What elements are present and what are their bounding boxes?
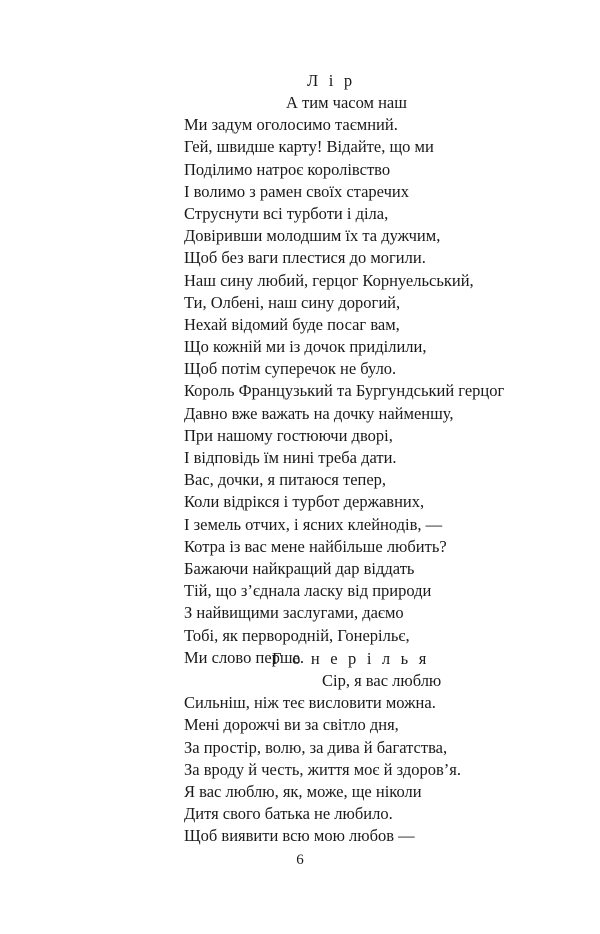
verse-line: Довіривши молодшим їх та дужчим, [184, 226, 441, 246]
verse-line: І відповідь їм нині треба дати. [184, 448, 397, 467]
verse-line: Тобі, як первородній, Гонерільє, [184, 625, 410, 645]
verse-line: Король Французький та Бургундський герцог [184, 381, 505, 401]
verse-line: Сильніш, ніж теє висловити можна. [184, 693, 436, 713]
verse-line: Вас, дочки, я питаюся тепер, [184, 470, 387, 490]
verse-line: Щоб потім суперечок не було. [184, 359, 397, 379]
verse-line: Мені дорожчі ви за світло дня, [184, 715, 399, 735]
page-number: 6 [296, 852, 304, 868]
verse-line: Щоб виявити всю мою любов — [184, 826, 415, 846]
verse-line: Сір, я вас люблю [322, 671, 442, 690]
verse-line: Тій, що з’єднала ласку від природи [184, 581, 432, 601]
verse-line: Гей, швидше карту! Відайте, що ми [184, 137, 434, 157]
verse-line: Я вас люблю, як, може, ще ніколи [184, 781, 422, 801]
speaker-name-lear: Л і р [307, 71, 356, 90]
verse-line: Коли відрікся і турбот державних, [184, 492, 425, 512]
verse-line: Поділимо натроє королівство [184, 159, 391, 179]
verse-line: Ти, Олбені, наш сину дорогий, [184, 292, 401, 312]
verse-line: За простір, волю, за дива й багатства, [184, 737, 448, 757]
verse-block-lear [184, 92, 504, 669]
speaker-name-goneril: Г о н е р і л ь я [272, 649, 430, 668]
verse-line: Що кожній ми із дочок приділили, [184, 337, 427, 357]
verse-line: Бажаючи найкращий дар віддать [184, 558, 415, 578]
verse-line: Давно вже важать на дочку найменшу, [184, 403, 454, 423]
verse-line: Щоб без ваги плестися до могили. [184, 248, 426, 268]
verse-block-goneril [184, 670, 461, 848]
verse-line: Котра із вас мене найбільше любить? [184, 536, 447, 556]
verse-line: Дитя свого батька не любило. [184, 804, 393, 824]
verse-line: Ми задум оголосимо таємний. [184, 115, 398, 135]
verse-line: І земель отчих, і ясних клейнодів, — [184, 514, 443, 534]
verse-line: За вроду й честь, життя моє й здоров’я. [184, 759, 461, 779]
verse-line: Наш сину любий, герцог Корнуельський, [184, 270, 474, 290]
verse-line: А тим часом наш [286, 93, 407, 112]
verse-line: І волимо з рамен своїх старечих [184, 181, 409, 201]
verse-line: З найвищими заслугами, даємо [184, 603, 404, 623]
verse-line: Ми слово перше. [184, 647, 305, 667]
verse-line: Струснути всі турботи і діла, [184, 203, 389, 223]
verse-line: Нехай відомий буде посаг вам, [184, 314, 400, 334]
verse-line: При нашому гостюючи дворі, [184, 425, 393, 445]
